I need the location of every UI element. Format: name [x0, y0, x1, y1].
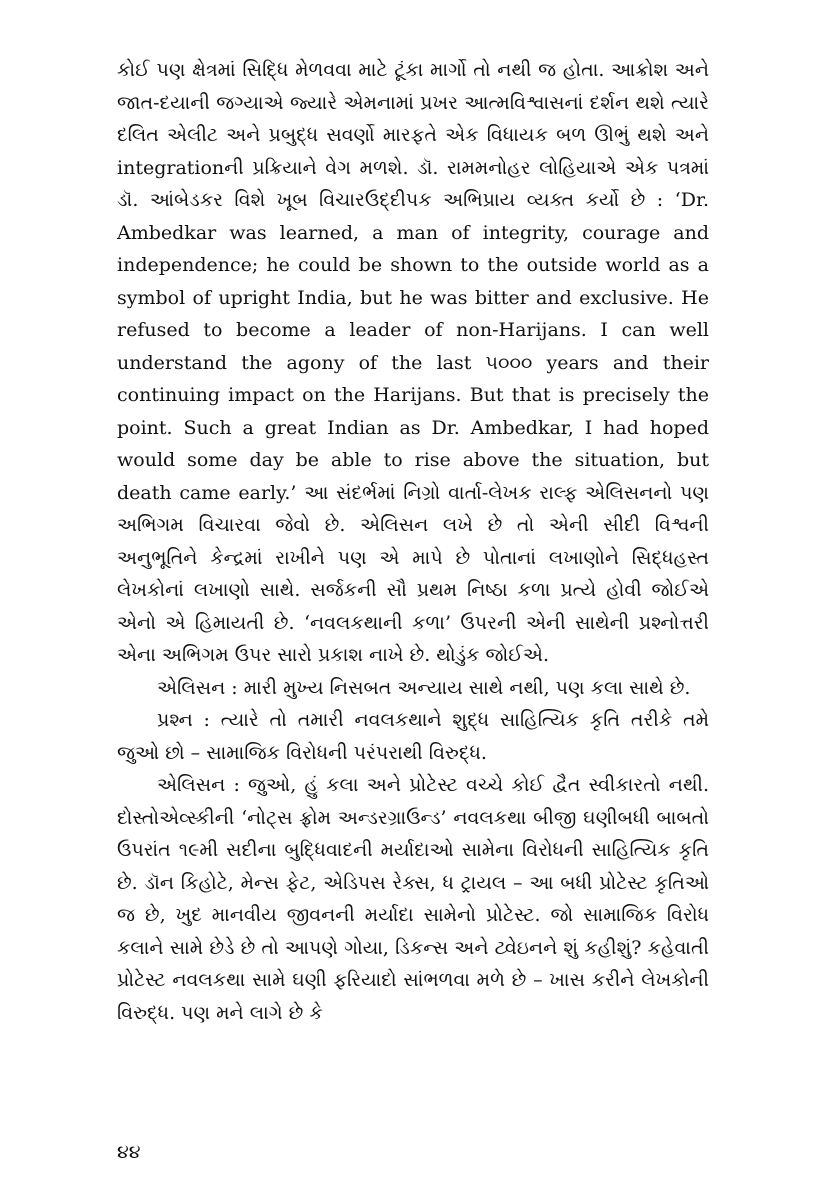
paragraph: એલિસન : જુઓ, હું કલા અને પ્રોટેસ્ટ વચ્ચે કોઈ દ્વૈત સ્વીકારતો નથી. દોસ્તોએવ્સ્કીની ‘નોટ્સ ફ્રોમ અન્ડરગ્રાઉન્ડ’ નવલકથા બીજી ઘણીબધી બાબતો ઉપરાંત ૧૯મી સદીના બુદ્ધિવાદની મર્યાદાઓ સામેના વિરોધની સાહિત્યિક કૃતિ છે. ડૉન કિહોટે, મેન્સ ફેટ, એડિપસ રેક્સ, ધ ટ્રાયલ – આ બધી પ્રોટેસ્ટ કૃતિઓ જ છે, ખુદ માનવીય જીવનની મર્યાદા સામેનો પ્રોટેસ્ટ. જો સામાજિક વિરોધ કલાને સામે છેડે છે તો આપણે ગોયા, ડિકન્સ અને ટ્વેઇનને શું કહીશું? કહેવાતી પ્રોટેસ્ટ નવલકથા સામે ઘણી ફરિયાદો સાંભળવા મળે છે – ખાસ કરીને લેખકોની વિરુદ્ધ. પણ મને લાગે છે કે: [117, 774, 709, 1024]
body-text: [117, 54, 709, 1029]
paragraph: કોઈ પણ ક્ષેત્રમાં સિદ્ધિ મેળવવા માટે ટૂંકા માર્ગો તો નથી જ હોતા. આક્રોશ અને જાત-દયાની જગ્યાએ જ્યારે એમનામાં પ્રખર આત્મવિશ્વાસનાં દર્શન થશે ત્યારે દલિત એલીટ અને પ્રબુદ્ધ સવર્ણો મારફતે એક વિધાયક બળ ઊભું થશે અને integrationની પ્રક્રિયાને વેગ મળશે. ડૉ. રામમનોહર લોહિયાએ એક પત્રમાં ડૉ. આંબેડકર વિશે ખૂબ વિચારઉદ્દીપક અભિપ્રાય વ્યક્ત કર્યો છે : ‘Dr. Ambedkar was learned, a man of integrity, courage and independence; he could be shown to the outside world as a symbol of upright India, but he was bitter and exclusive. He refused to become a leader of non-Harijans. I can well understand the agony of the last ૫૦૦૦ years and their continuing impact on the Harijans. But that is precisely the point. Such a great Indian as Dr. Ambedkar, I had hoped would some day be able to rise above the situation, but death came early.’ આ સંદર્ભમાં નિગ્રો વાર્તા-લેખક રાલ્ફ એલિસનનો પણ અભિગમ વિચારવા જેવો છે. એલિસન લખે છે તો એની સીદી વિશ્વની અનુભૂતિને કેન્દ્રમાં રાખીને પણ એ માપે છે પોતાનાં લખાણોને સિદ્ધહસ્ત લેખકોનાં લખાણો સાથે. સર્જકની સૌ પ્રથમ નિષ્ઠા કળા પ્રત્યે હોવી જોઈએ એનો એ હિમાયતી છે. ‘નવલકથાની કળા’ ઉપરની એની સાથેની પ્રશ્નોત્તરી એના અભિગમ ઉપર સારો પ્રકાશ નાખે છે. થોડુંક જોઈએ.: [117, 59, 709, 666]
paragraph: એલિસન : મારી મુખ્ય નિસબત અન્યાય સાથે નથી, પણ કલા સાથે છે.: [157, 676, 691, 699]
paragraph: પ્રશ્ન : ત્યારે તો તમારી નવલકથાને શુદ્ધ સાહિત્યિક કૃતિ તરીકે તમે જુઓ છો – સામાજિક વિરોધની પરંપરાથી વિરુદ્ધ.: [117, 709, 709, 764]
page-number: ૪૪: [117, 1141, 141, 1163]
